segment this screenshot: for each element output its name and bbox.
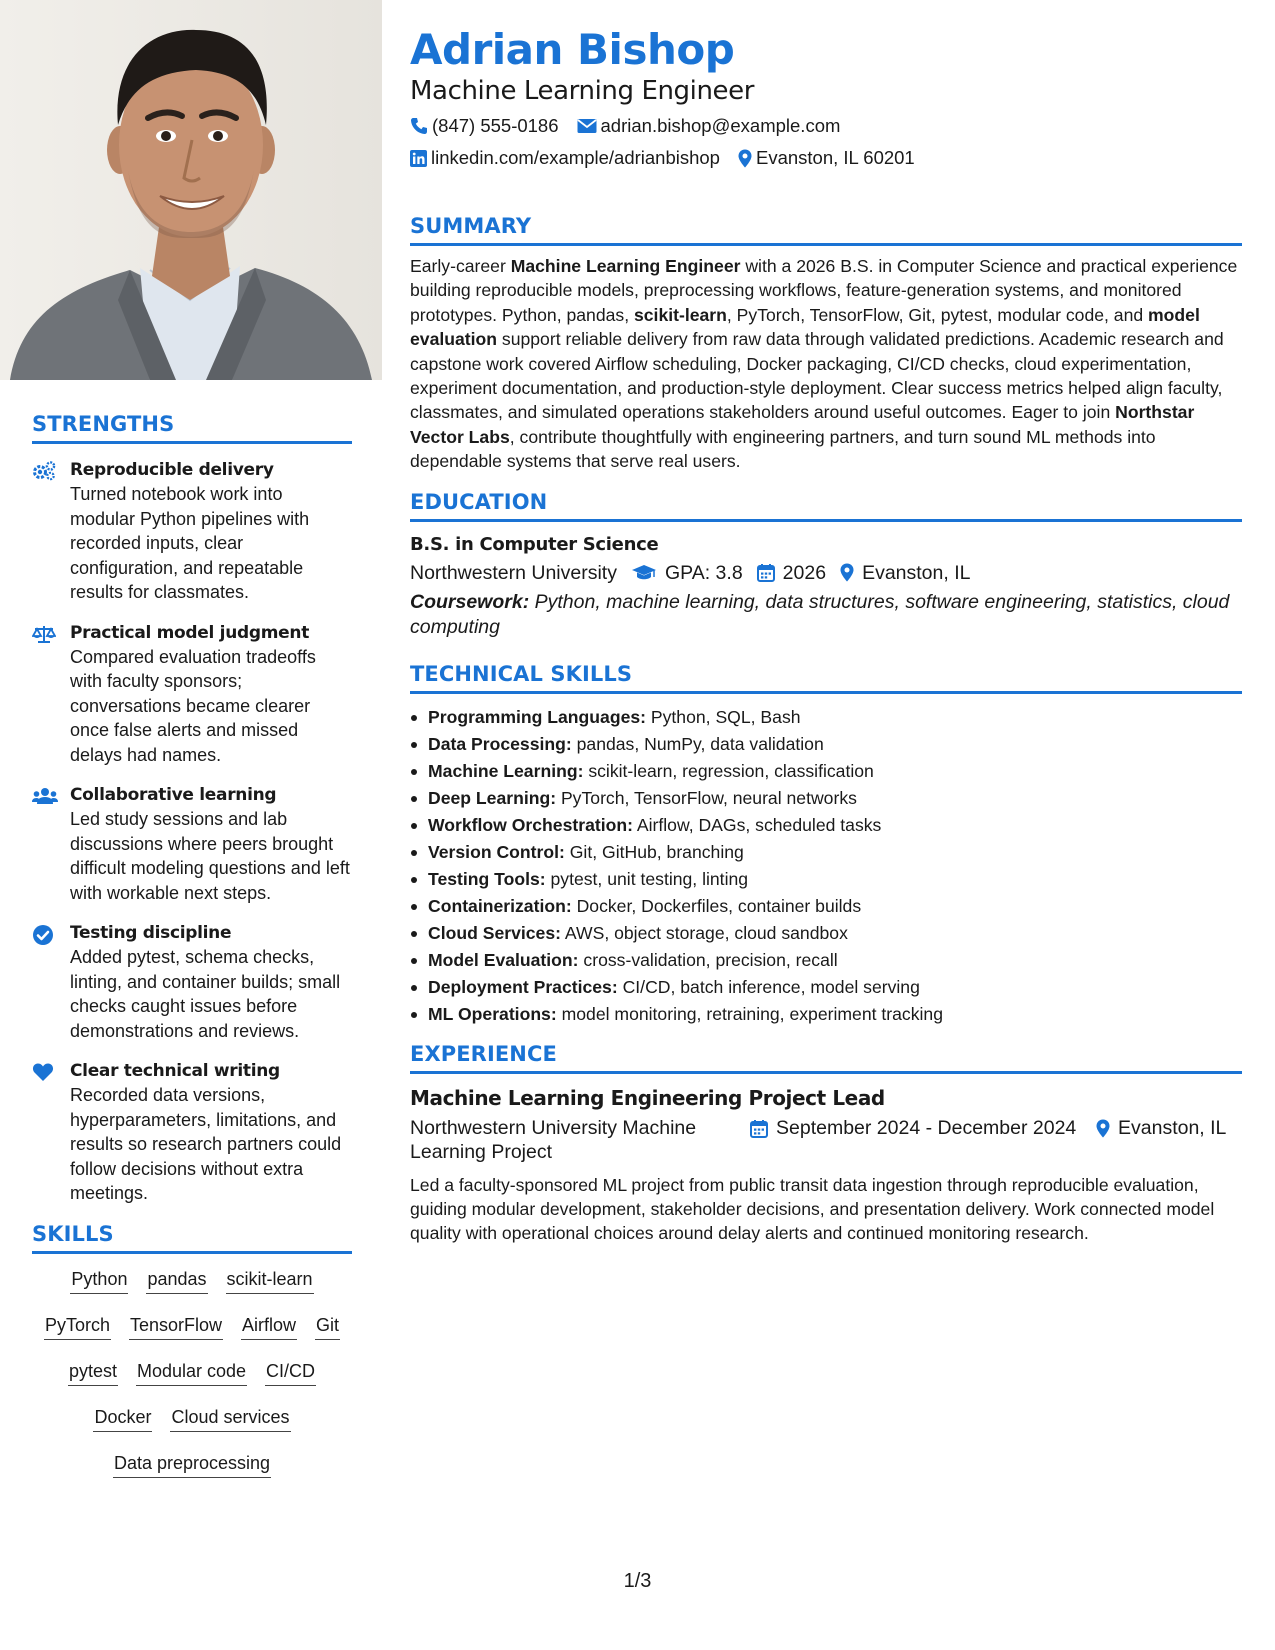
strength-title: Collaborative learning: [70, 785, 277, 805]
phone-text: (847) 555-0186: [432, 115, 559, 136]
profile-photo: [0, 0, 382, 380]
skill-category: Testing Tools:: [428, 868, 546, 889]
skill-values: cross-validation, precision, recall: [578, 949, 838, 970]
skill-tag: Modular code: [136, 1360, 247, 1386]
skill-tag: Cloud services: [170, 1406, 290, 1432]
skill-tag: Data preprocessing: [113, 1452, 271, 1478]
skill-tags: [32, 1268, 352, 1498]
calendar-icon: [750, 1119, 768, 1138]
list-item: [410, 812, 1242, 839]
graduation-cap-icon: [631, 564, 657, 582]
summary-segment: Early-career: [410, 256, 511, 276]
calendar-icon: [757, 563, 775, 582]
linkedin-contact[interactable]: [410, 142, 720, 174]
strength-description: Turned notebook work into modular Python pipelines with recorded inputs, clear configuration, and repeatable results for classmates.: [70, 484, 310, 602]
skill-category: ML Operations:: [428, 1003, 557, 1024]
skills-heading: SKILLS: [32, 1221, 114, 1246]
right-column: [410, 26, 1242, 1246]
strengths-heading: STRENGTHS: [32, 412, 175, 436]
skill-values: scikit-learn, regression, classification: [583, 760, 874, 781]
skill-tag: PyTorch: [44, 1314, 111, 1340]
section-divider: [410, 691, 1242, 694]
list-item: [410, 1001, 1242, 1028]
coursework-text: Python, machine learning, data structures, software engineering, statistics, cloud computing: [410, 590, 1230, 638]
school-location-text: Evanston, IL: [862, 561, 971, 584]
list-item: [410, 731, 1242, 758]
experience-organization: Northwestern University Machine Learning Project: [410, 1116, 697, 1164]
skill-category: Workflow Orchestration:: [428, 814, 633, 835]
coursework-label: Coursework:: [410, 590, 530, 613]
list-item: [410, 893, 1242, 920]
summary-highlight: model evaluation: [410, 304, 1200, 350]
technical-skills-heading: TECHNICAL SKILLS: [410, 661, 633, 686]
map-pin-icon: [840, 563, 854, 582]
strength-item: [32, 783, 352, 905]
strength-item: [32, 458, 352, 605]
candidate-name: Adrian Bishop: [410, 25, 735, 74]
education-details: [410, 558, 1242, 588]
summary-segment: support reliable delivery from raw data through validated predictions. Academic research and capstone work covered Airflow scheduling, Docker packaging, CI/CD checks, cloud experimentation, experiment documentation, and production-style deployment. Clear success metrics helped align faculty, classmates, and simulated operations stakeholders around useful outcomes. Eager to join: [410, 329, 1224, 423]
summary-highlight: Machine Learning Engineer: [510, 256, 741, 276]
skill-values: Airflow, DAGs, scheduled tasks: [632, 814, 882, 835]
skill-category: Deployment Practices:: [428, 976, 618, 997]
strength-title: Testing discipline: [70, 923, 232, 943]
skill-category: Data Processing:: [428, 733, 572, 754]
phone-icon: [410, 117, 428, 135]
skill-category: Version Control:: [428, 841, 565, 862]
summary-segment: with a 2026 B.S. in Computer Science and practical experience building reproducible models, preprocessing workflows, feature-generation systems, and monitored prototypes. Python, pandas,: [410, 256, 1238, 325]
degree: B.S. in Computer Science: [410, 533, 659, 555]
skill-values: PyTorch, TensorFlow, neural networks: [556, 787, 857, 808]
location-contact: [738, 142, 915, 174]
summary-segment: , PyTorch, TensorFlow, Git, pytest, modular code, and: [726, 304, 1149, 325]
summary-highlight: scikit-learn: [633, 304, 727, 325]
strength-description: Compared evaluation tradeoffs with faculty sponsors; conversations became clearer once false alerts and missed delays had names.: [70, 646, 316, 765]
gpa-text: GPA: 3.8: [664, 561, 743, 584]
strength-item: [32, 921, 352, 1043]
list-item: [410, 866, 1242, 893]
year-text: 2026: [782, 561, 827, 584]
skill-values: Python, SQL, Bash: [646, 706, 801, 727]
school-location: [840, 558, 970, 588]
section-divider: [410, 1071, 1242, 1074]
email-contact[interactable]: [577, 110, 841, 142]
contact-row: [410, 110, 1242, 142]
skill-tag: Git: [315, 1314, 340, 1340]
list-item: [410, 704, 1242, 731]
education-heading: EDUCATION: [410, 489, 548, 514]
section-divider: [32, 1251, 352, 1254]
list-item: [410, 758, 1242, 785]
skills-section: [32, 1222, 352, 1498]
summary-heading: SUMMARY: [410, 214, 532, 238]
experience-dates-text: September 2024 - December 2024: [776, 1116, 1077, 1139]
education-section: [410, 490, 1242, 640]
skill-values: Docker, Dockerfiles, container builds: [571, 895, 862, 916]
strength-title: Reproducible delivery: [70, 460, 274, 480]
skill-values: model monitoring, retraining, experiment tracking: [556, 1003, 943, 1024]
experience-description: Led a faculty-sponsored ML project from public transit data ingestion through reproducible evaluation, guiding modular development, stakeholder decisions, and presentation delivery. Work connected model quality with operational choices around delay alerts and continued monitoring research.: [410, 1174, 1215, 1244]
section-divider: [410, 519, 1242, 522]
skill-category: Containerization:: [428, 895, 572, 916]
skill-values: AWS, object storage, cloud sandbox: [560, 922, 848, 943]
skill-category: Deep Learning:: [428, 787, 557, 808]
envelope-icon: [577, 118, 597, 134]
job-title: Machine Learning Engineer: [410, 76, 755, 106]
skill-tag: scikit-learn: [226, 1268, 314, 1294]
skill-values: CI/CD, batch inference, model serving: [617, 976, 920, 997]
experience-meta: [410, 1116, 1242, 1165]
skill-category: Programming Languages:: [428, 706, 646, 727]
skill-tag: TensorFlow: [129, 1314, 223, 1340]
location-text: Evanston, IL 60201: [755, 147, 915, 168]
list-item: [410, 920, 1242, 947]
coursework: [410, 590, 1242, 640]
skill-tag: pytest: [68, 1360, 118, 1386]
technical-skills-list: [410, 704, 1242, 1028]
experience-section: [410, 1042, 1242, 1246]
list-item: [410, 947, 1242, 974]
left-column: [32, 412, 352, 1498]
skill-category: Cloud Services:: [428, 922, 561, 943]
strength-item: [32, 621, 352, 768]
skill-tag: pandas: [146, 1268, 207, 1294]
technical-skills-section: [410, 662, 1242, 1028]
skill-tag: Airflow: [241, 1314, 297, 1340]
experience-location: [1096, 1116, 1236, 1165]
scale-icon: [32, 621, 70, 768]
section-divider: [32, 441, 352, 444]
skill-values: pandas, NumPy, data validation: [571, 733, 824, 754]
strength-description: Led study sessions and lab discussions where peers brought difficult modeling questions and left with workable next steps.: [70, 809, 350, 903]
strength-description: Recorded data versions, hyperparameters, limitations, and results so research partners could follow decisions without extra meetings.: [70, 1085, 342, 1203]
contact-row: [410, 142, 1242, 174]
experience-heading: EXPERIENCE: [410, 1041, 557, 1066]
page-number: 1/3: [623, 1570, 652, 1592]
skill-category: Model Evaluation:: [428, 949, 579, 970]
heart-icon: [32, 1059, 70, 1206]
section-divider: [410, 243, 1242, 246]
map-pin-icon: [738, 149, 752, 168]
skill-category: Machine Learning:: [428, 760, 584, 781]
strength-description: Added pytest, schema checks, linting, and container builds; small checks caught issues before demonstrations and reviews.: [70, 947, 341, 1041]
gpa: [631, 558, 743, 588]
school-name: Northwestern University: [410, 561, 617, 584]
list-item: [410, 974, 1242, 1001]
skill-values: Git, GitHub, branching: [564, 841, 744, 862]
strength-item: [32, 1059, 352, 1206]
summary-section: [410, 214, 1242, 474]
list-item: [410, 785, 1242, 812]
summary-segment: , contribute thoughtfully with engineering partners, and turn sound ML methods into dependable systems that serve real users.: [410, 426, 1156, 472]
experience-dates: [750, 1116, 1096, 1165]
skill-tag: Docker: [93, 1406, 152, 1432]
skill-values: pytest, unit testing, linting: [545, 868, 749, 889]
summary-highlight: Northstar Vector Labs: [410, 402, 1195, 447]
email-text: adrian.bishop@example.com: [600, 115, 841, 136]
strength-title: Practical model judgment: [70, 622, 310, 643]
map-pin-icon: [1096, 1119, 1110, 1138]
users-icon: [32, 783, 70, 905]
strengths-section: [32, 412, 352, 1206]
linkedin-icon: [410, 150, 427, 167]
gears-icon: [32, 458, 70, 605]
graduation-year: [757, 558, 826, 588]
summary-text: [410, 254, 1242, 474]
phone-contact[interactable]: [410, 110, 559, 142]
list-item: [410, 839, 1242, 866]
check-circle-icon: [32, 921, 70, 1043]
strength-title: Clear technical writing: [70, 1061, 280, 1081]
linkedin-text: linkedin.com/example/adrianbishop: [431, 147, 720, 168]
experience-location-text: Evanston, IL: [1118, 1116, 1227, 1139]
skill-tag: Python: [70, 1268, 128, 1294]
skill-tag: CI/CD: [265, 1360, 316, 1386]
experience-title: Machine Learning Engineering Project Lead: [410, 1085, 885, 1110]
